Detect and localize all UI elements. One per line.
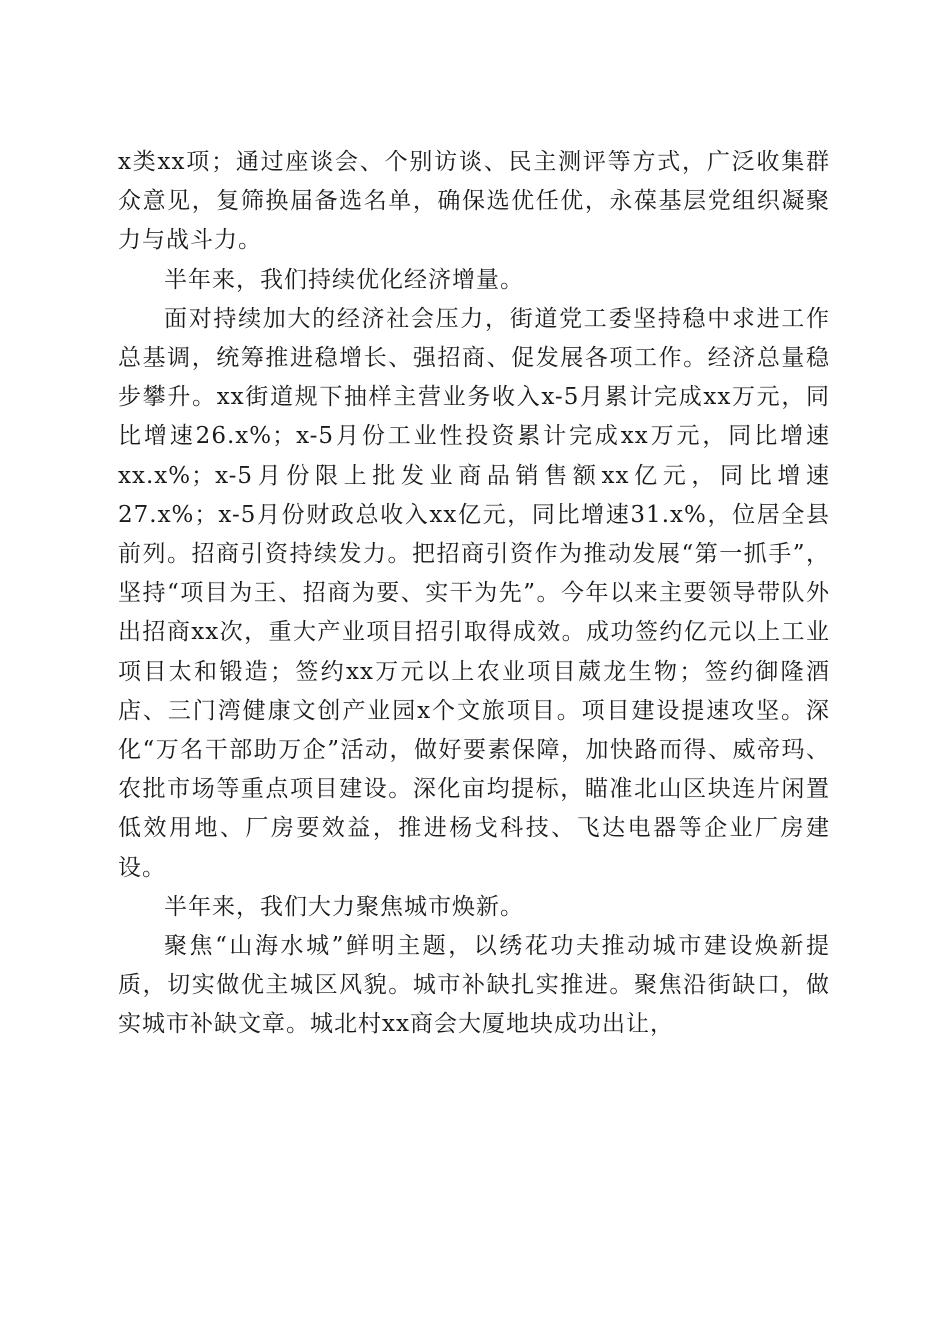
paragraph-heading-city: 半年来，我们大力聚焦城市焕新。 [164,893,524,920]
paragraph-continuation: x类xx项；通过座谈会、个别访谈、民主测评等方式，广泛收集群众意见，复筛换届备选名单，确保选优任优，永葆基层党组织凝聚力与战斗力。 [118,149,830,254]
paragraph-economy-details: 面对持续加大的经济社会压力，街道党工委坚持稳中求进工作总基调，统筹推进稳增长、强招商、促发展各项工作。经济总量稳步攀升。xx街道规下抽样主营业务收入x-5月累计完成xx万元，同比增速26.x%；x-5月份工业性投资累计完成xx万元，同比增速xx.x%；x-5月份限上批发业商品销售额xx亿元，同比增速27.x%；x-5月份财政总收入xx亿元，同比增速31.x%，位居全县前列。招商引资持续发力。把招商引资作为推动发展“第一抓手”，坚持“项目为王、招商为要、实干为先”。今年以来主要领导带队外出招商xx次，重大产业项目招引取得成效。成功签约亿元以上工业项目太和锻造；签约xx万元以上农业项目葳龙生物；签约御隆酒店、三门湾健康文创产业园x个文旅项目。项目建设提速攻坚。深化“万名干部助万企”活动，做好要素保障，加快路而得、威帝玛、农批市场等重点项目建设。深化亩均提标，瞄准北山区块连片闲置低效用地、厂房要效益，推进杨戈科技、飞达电器等企业厂房建设。 [118,305,830,881]
document-body [118,143,830,1045]
paragraph-heading-economy: 半年来，我们持续优化经济增量。 [164,266,524,293]
paragraph-city-details: 聚焦“山海水城”鲜明主题，以绣花功夫推动城市建设焕新提质，切实做优主城区风貌。城市补缺扎实推进。聚焦沿街缺口，做实城市补缺文章。城北村xx商会大厦地块成功出让， [118,933,830,1038]
